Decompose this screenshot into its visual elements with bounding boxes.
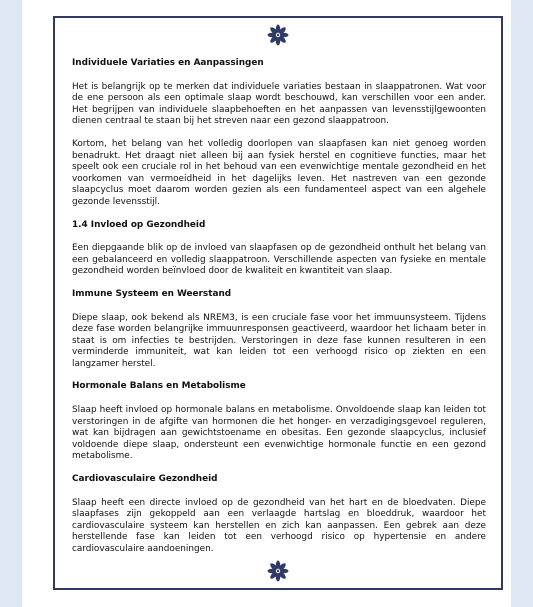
document-content xyxy=(72,58,486,567)
flower-icon xyxy=(267,560,289,582)
section-heading: Cardiovasculaire Gezondheid xyxy=(72,474,218,485)
paragraph: Slaap heeft een directe invloed op de gezondheid van het hart en de bloedvaten. Diepe slaapfases zijn gekoppeld aan een verlaagde hartslag en bloeddruk, waardoor het cardiovasculaire systeem kan herstellen en zich kan aanpassen. Een gebrek aan deze herstellende fase kan leiden tot een verhoogd risico op hypertensie en andere cardiovasculaire aandoeningen. xyxy=(72,497,486,554)
paragraph: Een diepgaande blik op de invloed van slaapfasen op de gezondheid onthult het belang van een gebalanceerd en volledig slaappatroon. Verschillende aspecten van fysieke en mentale gezondheid worden beïnvloed door de kwaliteit en kwantiteit van slaap. xyxy=(72,243,486,277)
flower-icon xyxy=(267,24,289,46)
section-heading: 1.4 Invloed op Gezondheid xyxy=(72,219,206,230)
section-heading: Hormonale Balans en Metabolisme xyxy=(72,381,246,392)
section-heading: Immune Systeem en Weerstand xyxy=(72,288,232,299)
page-sheet xyxy=(22,0,511,607)
paragraph: Het is belangrijk op te merken dat individuele variaties bestaan in slaappatronen. Wat voor de ene persoon als een optimale slaap wordt beschouwd, kan verschillen voor een ander. Het begrijpen van individuele slaapbehoeften en het aanpassen van levensstijlgewoonten dienen centraal te staan bij het streven naar een gezond slaappatroon. xyxy=(72,81,486,127)
paragraph: Diepe slaap, ook bekend als NREM3, is een cruciale fase voor het immuunsysteem. Tijdens deze fase worden belangrijke immuunresponsen geactiveerd, waardoor het lichaam beter in staat is om infecties te bestrijden. Verstoringen in deze fase kunnen resulteren in een verminderde immuniteit, wat kan leiden tot een verhoogd risico op ziekten en een langzamer herstel. xyxy=(72,312,486,369)
section-heading: Individuele Variaties en Aanpassingen xyxy=(72,58,264,68)
paragraph: Kortom, het belang van het volledig doorlopen van slaapfasen kan niet genoeg worden benadrukt. Het draagt niet alleen bij aan fysiek herstel en cognitieve functies, maar het speelt ook een cruciale rol in het behoud van een evenwichtige mentale gezondheid en het voorkomen van vermoeidheid in het dagelijks leven. Het nastreven van een gezonde slaapcyclus moet daarom worden gezien als een fundamenteel aspect van een algehele gezonde levensstijl. xyxy=(72,138,486,207)
paragraph: Slaap heeft invloed op hormonale balans en metabolisme. Onvoldoende slaap kan leiden tot verstoringen in de afgifte van hormonen die het honger- en verzadigingsgevoel reguleren, wat kan bijdragen aan gewichtstoename en obesitas. Een gezonde slaapcyclus, inclusief voldoende diepe slaap, ondersteunt een evenwichtige hormonale functie en een gezond metabolisme. xyxy=(72,405,486,462)
page-border-frame xyxy=(53,16,503,590)
